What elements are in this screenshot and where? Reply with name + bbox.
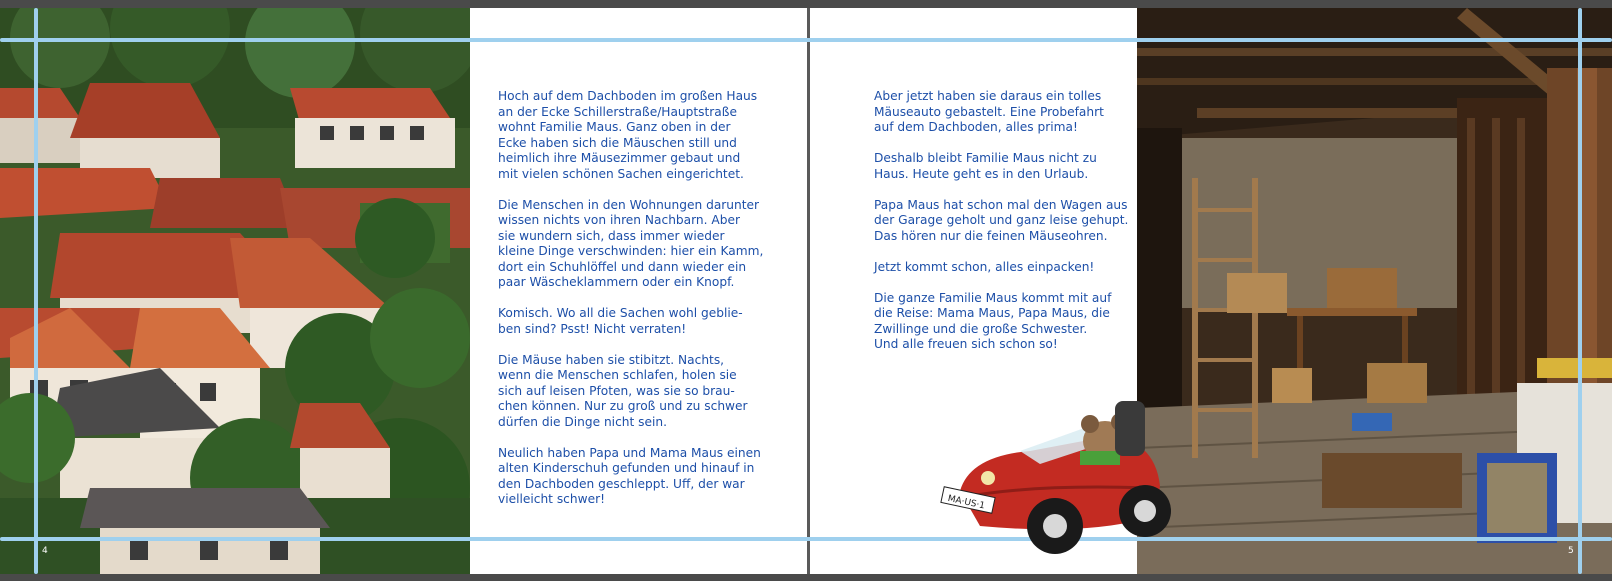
frame-line-top: [0, 38, 1612, 42]
frame-line-left: [34, 8, 38, 574]
paragraph: Komisch. Wo all die Sachen wohl geblie- ben sind? Psst! Nicht verraten!: [498, 306, 743, 336]
paragraph: Die Menschen in den Wohnungen darunter wissen nichts von ihren Nachbarn. Aber sie wundern sich, dass immer wieder kleine Dinge verschwinden: hier ein Kamm, dort ein Schuhlöffel und dann wieder ein paar Wäscheklammern oder ein Knopf.: [498, 197, 764, 289]
paragraph: Neulich haben Papa und Mama Maus einen alten Kinderschuh gefunden und hinauf in den Dachboden geschleppt. Uff, der war vielleicht schwer!: [498, 445, 761, 506]
left-page-text: [498, 89, 768, 523]
attic-photo: [1137, 8, 1612, 574]
paragraph: Die Mäuse haben sie stibitzt. Nachts, wenn die Menschen schlafen, holen sie sich auf leisen Pfoten, was sie so brau- chen können. Nur zu groß und zu schwer dürfen die Dinge nicht sein.: [498, 352, 748, 429]
book-spread: [0, 8, 1612, 574]
car-plate-text: MA·US·1: [946, 493, 986, 512]
paragraph: Papa Maus hat schon mal den Wagen aus der Garage geholt und ganz leise gehupt. Das hören nur die feinen Mäuseohren.: [874, 197, 1129, 243]
town-rooftops-photo: [0, 8, 470, 574]
frame-line-right: [1578, 8, 1582, 574]
paragraph: Deshalb bleibt Familie Maus nicht zu Haus. Heute geht es in den Urlaub.: [874, 151, 1097, 181]
paragraph: Aber jetzt haben sie daraus ein tolles Mäuseauto gebastelt. Eine Probefahrt auf dem Dachboden, alles prima!: [874, 89, 1104, 134]
right-page-text: [874, 89, 1134, 368]
paragraph: Jetzt kommt schon, alles einpacken!: [874, 259, 1095, 274]
book-gutter: [807, 8, 810, 574]
page-number-left: 4: [42, 546, 48, 556]
frame-line-bottom: [0, 537, 1612, 541]
paragraph: Hoch auf dem Dachboden im großen Haus an der Ecke Schillerstraße/Hauptstraße wohnt Familie Maus. Ganz oben in der Ecke haben sich die Mäuschen still und heimlich ihre Mäusezimmer gebaut und mit vielen schönen Sachen eingerichtet.: [498, 89, 758, 181]
page-number-right: 5: [1568, 546, 1574, 556]
mouse-toy-car-illustration: [940, 396, 1180, 566]
paragraph: Die ganze Familie Maus kommt mit auf die Reise: Mama Maus, Papa Maus, die Zwillinge und die große Schwester. Und alle freuen sich schon so!: [874, 290, 1112, 351]
